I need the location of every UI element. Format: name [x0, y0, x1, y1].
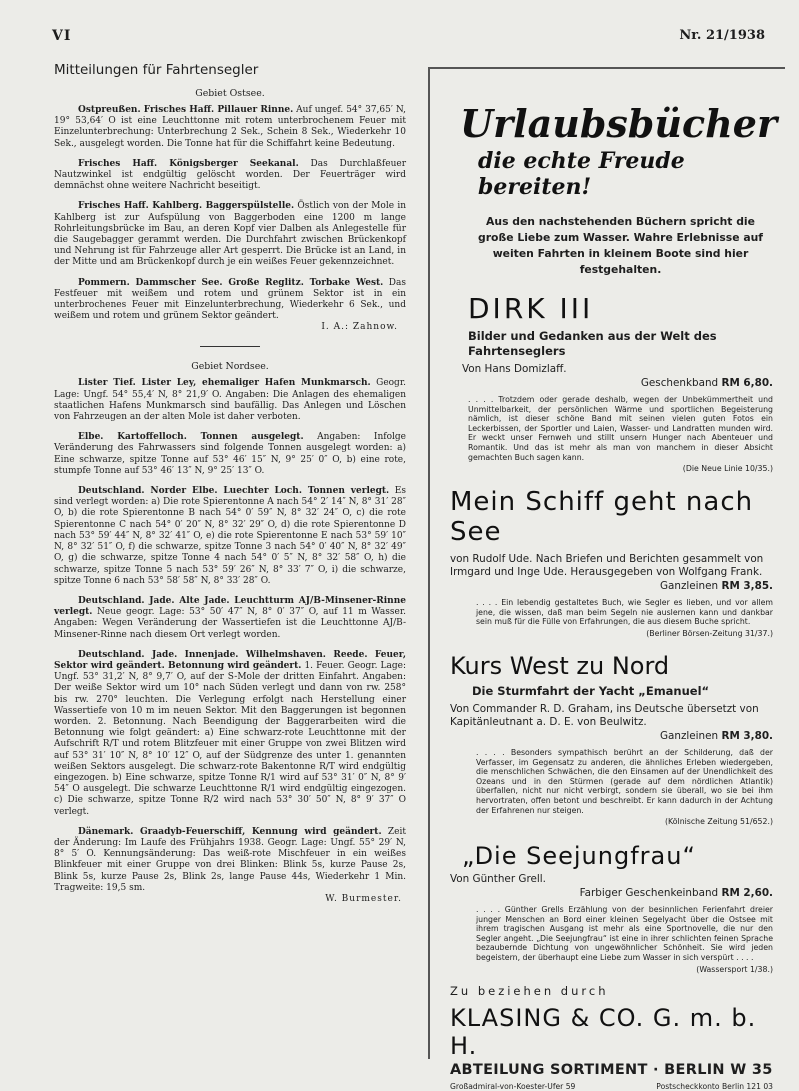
publisher-address: Großadmiral-von-Koester-Ufer 59: [450, 1081, 576, 1091]
signature: I. A.: Zahnow.: [321, 322, 398, 333]
review-source: (Berliner Börsen-Zeitung 31/37.): [646, 628, 773, 638]
review-quote: . . . . Günther Grells Erzählung von der besinnlichen Ferienfahrt dreier junger Menschen an Bord einer kleinen Segelyacht über die Ostsee mit ihrem tragischen Ausgang ist mehr als eine Sportnovelle, die nur den Segler angeht. „Die Seejungfrau“ ist eine in ihrer schlichten feinen Sprache bezaubernde Dichtung von ungewöhnlicher Schönheit. Sie wird jeden begeistern, der überhaupt eine Liebe zum Wasser in sich verspürt . . . .: [476, 905, 773, 963]
notices-column: [54, 60, 406, 904]
book-author: von Rudolf Ude. Nach Briefen und Berichten gesammelt von Irmgard und Inge Ude. Herausgegeben von Wolfgang Frank.: [450, 553, 764, 579]
book-author: Von Commander R. D. Graham, ins Deutsche übersetzt von Kapitänleutnant a. D. E. von Beulwitz.: [450, 702, 759, 728]
notice-entry: Lister Tief. Lister Ley, ehemaliger Hafen Munkmarsch. Geogr. Lage: Ungf. 54° 55,4′ N, 8° 21,9′ O. Angaben: Die Anlagen des ehemaligen staatlichen Hafens Munkmarsch sind baufällig. Das Anlegen und Löschen von Fahrzeugen an der alten Mole ist daher verboten.: [54, 378, 406, 423]
book-price: Farbiger Geschenkeinband RM 2,60.: [579, 887, 773, 900]
notice-entry: Pommern. Dammscher See. Große Reglitz. Torbake West. Das Festfeuer mit weißem und rotem und grünem Sektor ist in ein unterbrochenes Feuer mit Einzelunterbrechung, Wiederkehr 6 Sek., und weißem und rotem und grünem Sektor geändert.: [54, 277, 407, 322]
page-number: VI: [52, 28, 72, 44]
publisher-department: ABTEILUNG SORTIMENT · BERLIN W 35: [450, 1061, 773, 1078]
book-price: Geschenkband RM 6,80.: [640, 377, 773, 389]
review-quote: . . . . Besonders sympathisch berührt an der Schilderung, daß der Verfasser, im Gegensatz zu anderen, die ähnliches Erleben wiedergeben, die menschlichen Schwächen, die den Einsamen auf der Unendlichkeit des Ozeans und in den Stürmen (gerade auf dem nördlichen Atlantik) überfallen, nicht nur nicht verbirgt, sondern sie überall, wo sie bei ihm hervortraten, offen betont und beschreibt. Er kann dadurch in der Achtung der Erfahrenen nur steigen.: [476, 747, 773, 815]
book-listing: [450, 842, 773, 974]
book-title: DIRK III: [468, 292, 594, 325]
notice-entry: Frisches Haff. Kahlberg. Baggerspülstelle. Östlich von der Mole in Kahlberg ist zur Aufspülung von Baggerboden eine 1200 m lange Rohrleitungsbrücke im Bau, an deren Kopf vier Dalben als Anlegestelle für die Saugebagger gerammt werden. Die Durchfahrt zwischen Brückenkopf und Nehrung ist für Fahrzeuge aller Art gesperrt. Die Brücke ist an Land, in der Mitte und am Brückenkopf durch je ein weißes Feuer gekennzeichnet.: [54, 201, 407, 268]
publisher-contact: [450, 1082, 773, 1091]
postal-account: Postscheckkonto Berlin 121 03: [656, 1081, 773, 1091]
review-quote: . . . . Ein lebendig gestaltetes Buch, wie Segler es lieben, und vor allem jene, die wissen, daß man beim Segeln nie auslernen kann und dankbar sein muß für die Fülle von Erfahrungen, die aus diesem Buche spricht.: [476, 598, 773, 627]
ad-subheadline: die echte Freude bereiten!: [478, 148, 685, 200]
order-note: Zu beziehen durch: [450, 983, 609, 998]
notice-entry: Ostpreußen. Frisches Haff. Pillauer Rinne. Auf ungef. 54° 37,65′ N, 19° 53,64′ O ist eine Leuchttonne mit rotem unterbrochenem Feuer mit Einzelunterbrechung: Unterbrechung 2 Sek., Schein 8 Sek., Wiederkehr 10 Sek., ausgelegt worden. Die Tonne hat für die Schiffahrt keine Bedeutung.: [54, 105, 406, 149]
notice-entry: Deutschland. Jade. Alte Jade. Leuchtturm AJ/B-Minsener-Rinne verlegt. Neue geogr. Lage: 53° 50′ 47″ N, 8° 0′ 37″ O, auf 11 m Wasser. Angaben: Wegen Veränderung der Wassertiefen ist die Leuchttonne AJ/B-Minsener-Rinne nach diesem Ort verlegt worden.: [54, 595, 406, 640]
book-listing: [450, 652, 773, 826]
book-subtitle: Die Sturmfahrt der Yacht „Emanuel“: [472, 683, 710, 698]
review-source: (Die Neue Linie 10/35.): [682, 464, 773, 474]
review-source: (Wassersport 1/38.): [696, 964, 773, 974]
notice-entry: Deutschland. Jade. Innenjade. Wilhelmshaven. Reede. Feuer, Sektor wird geändert. Betonnung wird geändert. 1. Feuer. Geogr. Lage: Ungf. 53° 31,2′ N, 8° 9,7′ O, auf der S-Mole der dritten Einfahrt. Angaben: Der weiße Sektor wird um 10° nach Süden verlegt und dann von rw. 258° bis rw. 270° leuchten. Die Verlegung erfolgt nach Herstellung einer Wassertiefe von 10 m im neuen Sektor. Mit den Baggerungen ist begonnen worden. 2. Betonnung. Nach Beendigung der Baggerarbeiten wird die Betonnung wie folgt geändert: a) Eine schwarz-rote Leuchttonne mit der Aufschrift R/T und rotem Blitzfeuer mit einer Gruppe von zwei Blitzen wird auf 53° 31′ 10″ N, 8° 10′ 12″ O, auf der Südgrenze des unter 1. genannten weißen Sektors ausgelegt. Die schwarz-rote Bakentonne R/T wird endgültig eingezogen. b) Eine schwarze, spitze Tonne R/1 wird auf 53° 31′ 0″ N, 8° 9′ 54″ O ausgelegt. Die schwarze Leuchttonne R/1 wird endgültig eingezogen. c) Die schwarze, spitze Tonne R/2 wird nach 53° 30′ 50″ N, 8° 9′ 37″ O verlegt.: [54, 649, 406, 817]
advertisement-content: [450, 89, 777, 1091]
section-title: Mitteilungen für Fahrtensegler: [54, 62, 259, 78]
region-heading-ostsee: Gebiet Ostsee.: [195, 88, 265, 99]
book-listing: [462, 292, 773, 474]
review-source: (Kölnische Zeitung 51/652.): [665, 817, 773, 827]
advertisement-box: [428, 67, 785, 1091]
ad-headline: Urlaubsbücher: [460, 101, 777, 146]
book-title: Mein Schiff geht nach See: [450, 487, 754, 548]
notice-entry: Elbe. Kartoffelloch. Tonnen ausgelegt. Angaben: Infolge Veränderung des Fahrwassers sind folgende Tonnen ausgelegt worden: a) Eine schwarze, spitze Tonne auf 53° 46′ 15″ N, 9° 25′ 0″ O, b) eine rote, stumpfe Tonne auf 53° 46′ 13″ N, 9° 25′ 13″ O.: [54, 432, 406, 476]
book-title: „Die Seejungfrau“: [462, 842, 696, 871]
region-heading-nordsee: Gebiet Nordsee.: [191, 361, 269, 373]
section-divider: [200, 346, 260, 347]
issue-number: Nr. 21/1938: [679, 28, 765, 43]
book-price: Ganzleinen RM 3,80.: [659, 729, 773, 742]
book-author: Von Hans Domizlaff.: [462, 363, 567, 375]
book-listing: [450, 487, 773, 638]
notice-entry: Dänemark. Graadyb-Feuerschiff, Kennung wird geändert. Zeit der Änderung: Im Laufe des Frühjahrs 1938. Geogr. Lage: Ungf. 55° 29′ N, 8° 5′ O. Kennungsänderung: Das weiß-rote Mischfeuer in ein weißes Blinkfeuer mit einer Gruppe von drei Blinken: Blink 5s, kurze Pause 2s, Blink 5s, kurze Pause 2s, Blink 2s, lange Pause 44s, Wiederkehr 1 Min. Tragweite: 19,5 sm.: [54, 826, 406, 893]
notice-entry: Deutschland. Norder Elbe. Luechter Loch. Tonnen verlegt. Es sind verlegt worden: a) Die rote Spierentonne A nach 54° 2′ 14″ N, 8° 31′ 28″ O, b) die rote Spierentonne B nach 54° 0′ 59″ N, 8° 32′ 24″ O, c) die rote Spierentonne C nach 54° 0′ 20″ N, 8° 32′ 29″ O, d) die rote Spierentonne D nach 53° 59′ 44″ N, 8° 32′ 41″ O, e) die rote Spierentonne E nach 53° 59′ 10″ N, 8° 32′ 51″ O, f) die schwarze, spitze Tonne 3 nach 54° 0′ 40″ N, 8° 32′ 49″ O, g) die schwarze, spitze Tonne 4 nach 54° 0′ 5″ N, 8° 32′ 58″ O, h) die schwarze, spitze Tonne 5 nach 53° 59′ 26″ N, 8° 33′ 7″ O, i) die schwarze, spitze Tonne 6 nach 53° 58′ 58″ N, 8° 33′ 28″ O.: [54, 486, 406, 586]
review-quote: . . . . Trotzdem oder gerade deshalb, wegen der Unbekümmertheit und Unmittelbarkeit, der persönlichen Wärme und sportlichen Begeisterung nämlich, ist dieser schöne Band mit seinen vielen guten Fotos ein Leckerbissen, der Sportler und Laien, Wasser- und Landratten munden wird. Er weckt unser Fernweh und stillt unsern Hunger nach Abenteuer und Romantik. Und das ist mehr als man von manchem in dieser Absicht gemachten Buch sagen kann.: [468, 395, 773, 462]
publisher-block: [450, 984, 773, 1091]
book-title: Kurs West zu Nord: [450, 651, 670, 680]
ad-intro: Aus den nachstehenden Büchern spricht die große Liebe zum Wasser. Wahre Erlebnisse auf weiten Fahrten in kleinem Boote sind hier festgehalten.: [478, 215, 763, 276]
publisher-name: KLASING & CO. G. m. b. H.: [450, 1003, 757, 1060]
book-subtitle: Bilder und Gedanken aus der Welt des Fahrtenseglers: [468, 329, 717, 358]
signature: W. Burmester.: [325, 893, 402, 904]
book-author: Von Günther Grell.: [450, 873, 546, 886]
book-price: Ganzleinen RM 3,85.: [659, 580, 773, 593]
notice-entry: Frisches Haff. Königsberger Seekanal. Das Durchlaßfeuer Nautzwinkel ist endgültig gelöscht worden. Der Feuerträger wird demnächst ohne weitere Nachricht beseitigt.: [54, 158, 406, 192]
